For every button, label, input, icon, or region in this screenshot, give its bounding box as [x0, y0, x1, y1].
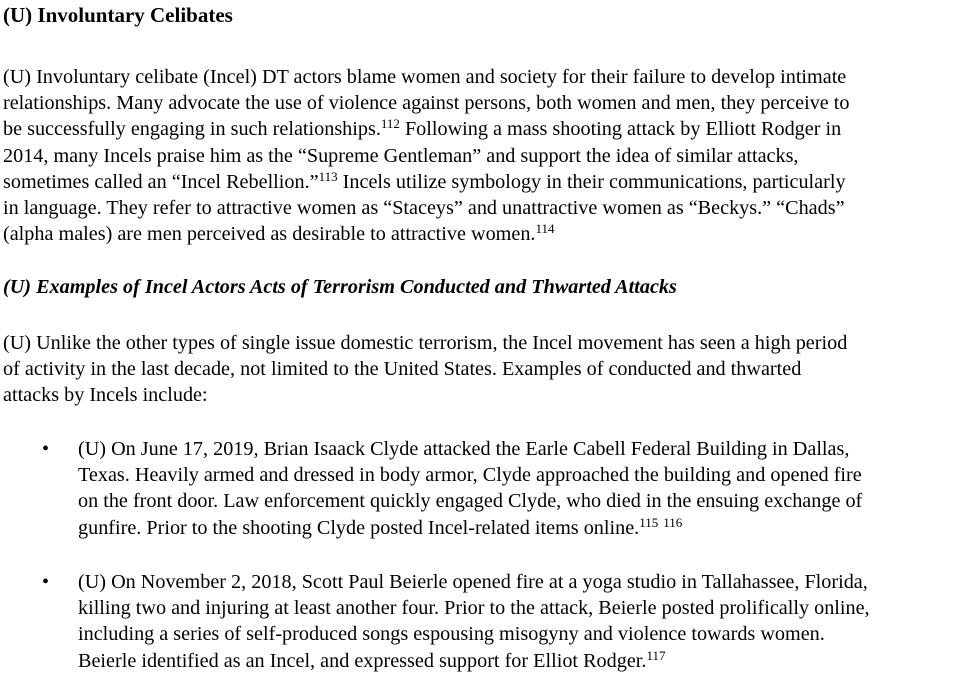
- bullet-icon: •: [42, 571, 50, 593]
- examples-subheading: (U) Examples of Incel Actors Acts of Terrorism Conducted and Thwarted Attacks: [3, 276, 677, 298]
- bullet-line: including a series of self-produced songs espousing misogyny and violence towards women.: [78, 623, 825, 646]
- examples-intro-line-2: of activity in the last decade, not limited to the United States. Examples of conducted and thwarted: [3, 358, 802, 381]
- intro-line-7: [3, 221, 850, 247]
- footnote-114: 114: [535, 221, 555, 237]
- footnote-113: 113: [318, 168, 338, 184]
- bullet-line: (U) On June 17, 2019, Brian Isaack Clyde attacked the Earle Cabell Federal Building in Dallas,: [78, 438, 850, 460]
- intro-paragraph: [3, 64, 850, 247]
- bullet-icon: •: [42, 438, 50, 460]
- bullet-line: [78, 515, 862, 541]
- footnote-115: 115: [639, 514, 659, 530]
- intro-line-1: (U) Involuntary celibate (Incel) DT actors blame women and society for their failure to develop intimate: [3, 66, 847, 88]
- bullet-line: killing two and injuring at least another four. Prior to the attack, Beierle posted prolifically online,: [78, 597, 870, 620]
- footnote-117: 117: [646, 647, 666, 663]
- intro-line-4: 2014, many Incels praise him as the “Supreme Gentleman” and support the idea of similar attacks,: [3, 144, 799, 167]
- examples-intro-line-1: (U) Unlike the other types of single issue domestic terrorism, the Incel movement has seen a high period: [3, 332, 848, 354]
- intro-line-5-text: sometimes called an “Incel Rebellion.”: [3, 170, 319, 193]
- intro-line-3-tail: Following a mass shooting attack by Elliott Rodger in: [399, 118, 842, 141]
- examples-intro-paragraph: [3, 330, 847, 409]
- intro-line-3-text: be successfully engaging in such relationships.: [3, 118, 381, 141]
- intro-line-5: [3, 169, 850, 195]
- footnote-112: 112: [380, 116, 400, 132]
- bullet-line: on the front door. Law enforcement quickly engaged Clyde, who died in the ensuing exchange of: [78, 490, 863, 513]
- examples-intro-line-3: attacks by Incels include:: [3, 384, 208, 407]
- intro-line-5-tail: Incels utilize symbology in their communications, particularly: [337, 170, 846, 193]
- footnote-116: 116: [663, 514, 683, 530]
- bullet-line-text: Beierle identified as an Incel, and expressed support for Elliot Rodger.: [78, 649, 647, 672]
- intro-line-7-text: (alpha males) are men perceived as desirable to attractive women.: [3, 223, 536, 246]
- intro-line-2: relationships. Many advocate the use of violence against persons, both women and men, they perceive to: [3, 92, 850, 115]
- bullet-line-text: gunfire. Prior to the shooting Clyde posted Incel-related items online.: [78, 516, 640, 539]
- bullet-text: [78, 436, 862, 541]
- bullet-line: [78, 648, 870, 674]
- bullet-line: (U) On November 2, 2018, Scott Paul Beierle opened fire at a yoga studio in Tallahassee, Florida,: [78, 571, 868, 593]
- intro-line-3: [3, 116, 850, 142]
- intro-line-6: in language. They refer to attractive women as “Staceys” and unattractive women as “Beckys.” “Chads”: [3, 197, 845, 220]
- bullet-line: Texas. Heavily armed and dressed in body armor, Clyde approached the building and opened fire: [78, 464, 862, 487]
- section-heading: (U) Involuntary Celibates: [3, 3, 233, 27]
- bullet-text: [78, 569, 870, 674]
